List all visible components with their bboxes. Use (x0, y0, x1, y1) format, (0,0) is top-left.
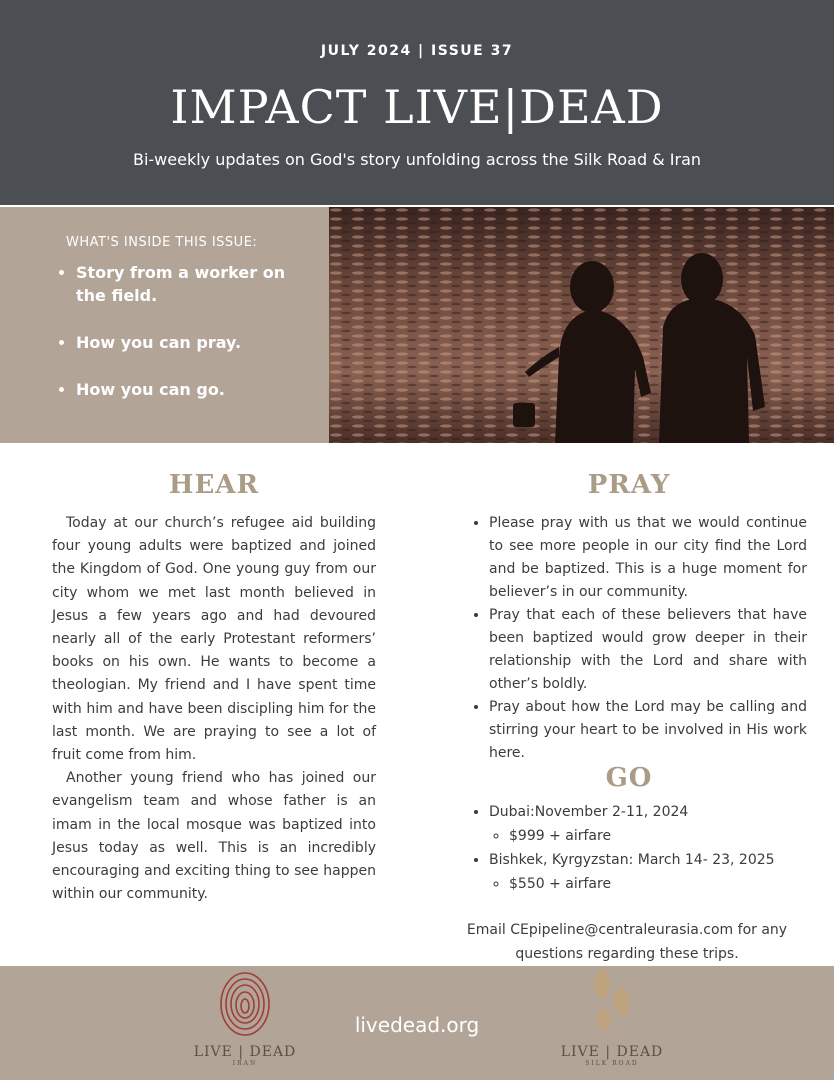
trip-list (470, 800, 807, 896)
go-heading: GO (605, 763, 653, 793)
issue-line: JULY 2024 | ISSUE 37 (320, 43, 514, 59)
inside-item: • How you can go. (76, 378, 296, 401)
inside-issue-list (56, 251, 296, 401)
prayer-item: • Pray about how the Lord may be calling and stirring your heart to be involved in His work here. (489, 696, 807, 765)
inside-issue-title: WHAT'S INSIDE THIS ISSUE: (66, 235, 258, 250)
prayer-item: • Pray that each of these believers that have been baptized would grow deeper in their relationship with the Lord and share with other’s boldly. (489, 604, 807, 696)
story-paragraph: Today at our church’s refugee aid building four young adults were baptized and joined the Kingdom of God. One young guy from our city whom we met last month believed in Jesus a few years ago and had devoured nearly all of the early Protestant reformers’ books on his own. He wants to become a theologian. My friend and I have spent time with him and have been discipling him for the last month. We are praying to see a lot of fruit come from him. (52, 515, 376, 764)
logo-subtitle: SILK ROAD (585, 1060, 639, 1067)
prayer-list (470, 512, 807, 765)
story-paragraph: Another young friend who has joined our evangelism team and whose father is an imam in the local mosque was baptized into Jesus today as well. This is an incredibly encouraging and exciting thing to see happen within our community. (52, 770, 376, 903)
logo-subtitle: IRAN (232, 1060, 258, 1067)
inside-issue-panel (0, 207, 329, 443)
pray-heading: PRAY (587, 470, 671, 500)
inside-item: • Story from a worker on the field. (76, 261, 296, 307)
trip-item (489, 848, 807, 896)
website-link[interactable]: livedead.org (354, 1013, 480, 1037)
hear-heading: HEAR (168, 470, 260, 500)
inside-item: • How you can pray. (76, 331, 296, 354)
email-contact-note[interactable]: Email CEpipeline@centraleurasia.com for any questions regarding these trips. (466, 922, 788, 962)
hero-photo (329, 207, 834, 443)
logo-wordmark: LIVE | DEAD (560, 1044, 664, 1060)
footer-band (0, 966, 834, 1080)
trip-price: ◦ $999 + airfare (509, 824, 807, 848)
prayer-item: • Please pray with us that we would continue to see more people in our city find the Lord and be baptized. This is a huge moment for believer’s in our community. (489, 512, 807, 604)
logo-wordmark: LIVE | DEAD (193, 1044, 297, 1060)
silhouette-photo (329, 207, 834, 443)
trip-item (489, 800, 807, 848)
newsletter-title: IMPACT LIVE|DEAD (170, 80, 664, 134)
tagline: Bi-weekly updates on God's story unfolding across the Silk Road & Iran (132, 150, 702, 169)
trip-label: Bishkek, Kyrgyzstan: March 14- 23, 2025 (489, 852, 775, 868)
livedead-silkroad-logo (552, 966, 672, 1067)
trip-price: ◦ $550 + airfare (509, 872, 807, 896)
trip-label: Dubai:November 2-11, 2024 (489, 804, 689, 820)
header-banner (0, 0, 834, 205)
footprints-icon (582, 966, 642, 1038)
hear-story (52, 512, 376, 906)
